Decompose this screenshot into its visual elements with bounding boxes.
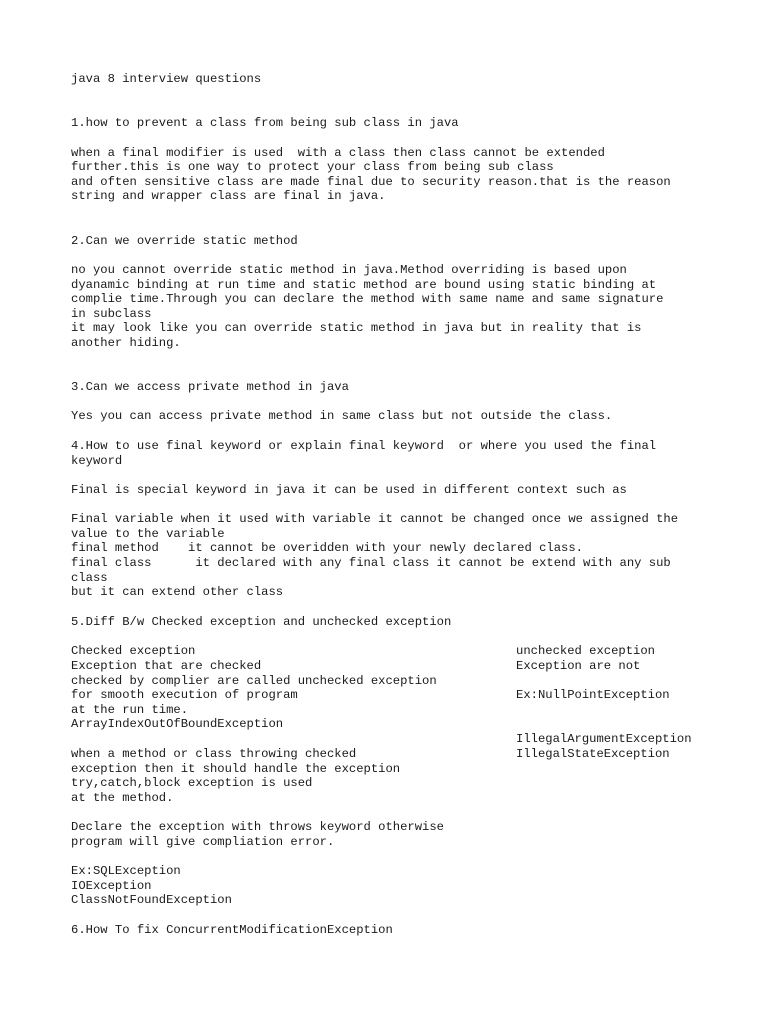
question-1-heading: 1.how to prevent a class from being sub class in java xyxy=(71,116,459,130)
checked-column-line: Checked exception xyxy=(71,644,196,658)
checked-column-line: when a method or class throwing checked xyxy=(71,747,357,761)
question-2-answer-line: in subclass xyxy=(71,307,152,321)
question-2-answer-line: complie time.Through you can declare the method with same name and same signature xyxy=(71,292,664,306)
checked-column-line: at the run time. xyxy=(71,703,189,717)
question-2-answer-line: no you cannot override static method in java.Method overriding is based upon xyxy=(71,263,627,277)
checked-column-line: exception then it should handle the exception xyxy=(71,762,401,776)
document-title: java 8 interview questions xyxy=(71,72,262,86)
question-4-answer-line: Final variable when it used with variable it cannot be changed once we assigned the xyxy=(71,512,679,526)
question-4-answer-line: final class it declared with any final class it cannot be extend with any sub xyxy=(71,556,671,570)
question-3-answer-line: Yes you can access private method in same class but not outside the class. xyxy=(71,409,613,423)
question-2-heading: 2.Can we override static method xyxy=(71,234,298,248)
question-4-answer-line: class xyxy=(71,571,108,585)
checked-column-line: for smooth execution of program xyxy=(71,688,298,702)
question-3-heading: 3.Can we access private method in java xyxy=(71,380,349,394)
checked-example-line: ClassNotFoundException xyxy=(71,893,232,907)
question-4-heading: keyword xyxy=(71,454,123,468)
question-2-answer-line: it may look like you can override static method in java but in reality that is xyxy=(71,321,642,335)
checked-column-line: try,catch,block exception is used xyxy=(71,776,313,790)
checked-example-line: IOException xyxy=(71,879,152,893)
unchecked-example-line: IllegalArgumentException xyxy=(516,732,692,746)
question-1-answer-line: string and wrapper class are final in java. xyxy=(71,189,386,203)
question-6-heading: 6.How To fix ConcurrentModificationException xyxy=(71,923,393,937)
unchecked-example-line: IllegalStateException xyxy=(516,747,670,761)
checked-column-line: Exception that are checked xyxy=(71,659,262,673)
question-2-answer-line: dyanamic binding at run time and static method are bound using static binding at xyxy=(71,278,657,292)
question-2-answer-line: another hiding. xyxy=(71,336,181,350)
question-1-answer-line: further.this is one way to protect your class from being sub class xyxy=(71,160,554,174)
checked-column-line: ArrayIndexOutOfBoundException xyxy=(71,717,284,731)
unchecked-column-line: unchecked exception xyxy=(516,644,655,658)
question-1-answer-line: when a final modifier is used with a class then class cannot be extended xyxy=(71,146,605,160)
question-4-answer-line: but it can extend other class xyxy=(71,585,284,599)
question-4-answer-line: final method it cannot be overidden with your newly declared class. xyxy=(71,541,583,555)
checked-column-line: at the method. xyxy=(71,791,174,805)
question-4-answer-line: value to the variable xyxy=(71,527,225,541)
checked-example-line: Ex:SQLException xyxy=(71,864,181,878)
checked-column-line: program will give compliation error. xyxy=(71,835,335,849)
question-1-answer-line: and often sensitive class are made final due to security reason.that is the reason xyxy=(71,175,671,189)
question-4-intro: Final is special keyword in java it can be used in different context such as xyxy=(71,483,627,497)
question-5-heading: 5.Diff B/w Checked exception and unchecked exception xyxy=(71,615,452,629)
checked-column-line: checked by complier are called unchecked exception xyxy=(71,674,437,688)
checked-column-line: Declare the exception with throws keyword otherwise xyxy=(71,820,444,834)
unchecked-column-line: Exception are not xyxy=(516,659,641,673)
unchecked-example-line: Ex:NullPointException xyxy=(516,688,670,702)
question-4-heading: 4.How to use final keyword or explain final keyword or where you used the final xyxy=(71,439,657,453)
